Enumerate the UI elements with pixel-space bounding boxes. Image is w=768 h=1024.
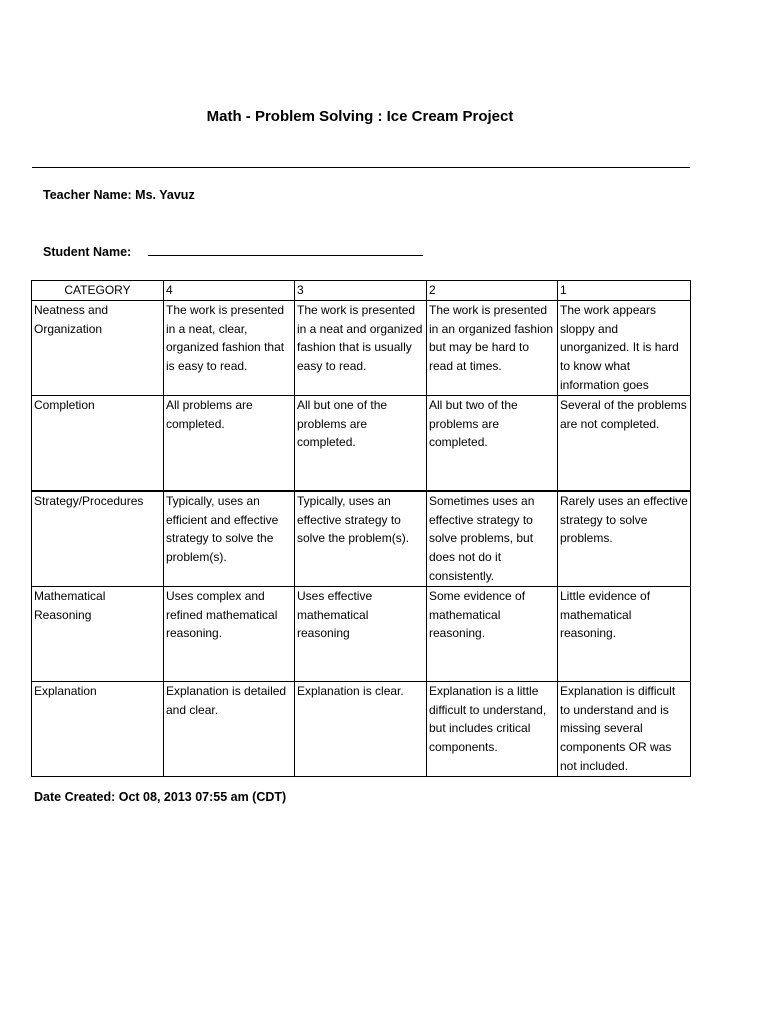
table-row xyxy=(32,681,691,776)
student-name-label: Student Name: xyxy=(43,245,132,259)
table-cell: Explanation is difficult to understand and is missing several components OR was not included. xyxy=(558,681,691,776)
table-cell: The work is presented in a neat and organized fashion that is usually easy to read. xyxy=(295,300,427,395)
table-cell: Typically, uses an effective strategy to solve the problem(s). xyxy=(295,491,427,586)
table-cell: Some evidence of mathematical reasoning. xyxy=(427,586,558,681)
page-title: Math - Problem Solving : Ice Cream Project xyxy=(206,108,514,125)
table-cell: Several of the problems are not completed. xyxy=(558,395,691,491)
table-cell: Sometimes uses an effective strategy to solve problems, but does not do it consistently. xyxy=(427,491,558,586)
table-header-row xyxy=(32,281,691,301)
table-cell: Rarely uses an effective strategy to solve problems. xyxy=(558,491,691,586)
table-cell: All problems are completed. xyxy=(164,395,295,491)
header-category: CATEGORY xyxy=(32,281,164,301)
table-cell: All but one of the problems are completed. xyxy=(295,395,427,491)
title-divider xyxy=(32,167,690,168)
table-cell: Uses complex and refined mathematical reasoning. xyxy=(164,586,295,681)
table-row xyxy=(32,586,691,681)
header-score-3: 3 xyxy=(295,281,427,301)
table-cell: Uses effective mathematical reasoning xyxy=(295,586,427,681)
header-score-4: 4 xyxy=(164,281,295,301)
category-cell: Explanation xyxy=(32,681,164,776)
table-cell: Explanation is a little difficult to understand, but includes critical components. xyxy=(427,681,558,776)
table-cell: The work is presented in a neat, clear, organized fashion that is easy to read. xyxy=(164,300,295,395)
table-cell: The work appears sloppy and unorganized. It is hard to know what information goes xyxy=(558,300,691,395)
table-cell: Typically, uses an efficient and effective strategy to solve the problem(s). xyxy=(164,491,295,586)
table-cell: All but two of the problems are completed. xyxy=(427,395,558,491)
rubric-table xyxy=(31,280,691,777)
student-name-row xyxy=(43,244,423,259)
category-cell: Neatness and Organization xyxy=(32,300,164,395)
table-row xyxy=(32,300,691,395)
header-score-1: 1 xyxy=(558,281,691,301)
table-row xyxy=(32,395,691,491)
category-cell: Completion xyxy=(32,395,164,491)
category-cell: Strategy/Procedures xyxy=(32,491,164,586)
student-name-blank xyxy=(148,244,423,256)
header-score-2: 2 xyxy=(427,281,558,301)
table-cell: Little evidence of mathematical reasoning. xyxy=(558,586,691,681)
table-cell: Explanation is clear. xyxy=(295,681,427,776)
table-cell: The work is presented in an organized fashion but may be hard to read at times. xyxy=(427,300,558,395)
date-created: Date Created: Oct 08, 2013 07:55 am (CDT) xyxy=(34,790,287,804)
table-row xyxy=(32,491,691,586)
teacher-name: Teacher Name: Ms. Yavuz xyxy=(43,188,195,202)
category-cell: Mathematical Reasoning xyxy=(32,586,164,681)
table-cell: Explanation is detailed and clear. xyxy=(164,681,295,776)
